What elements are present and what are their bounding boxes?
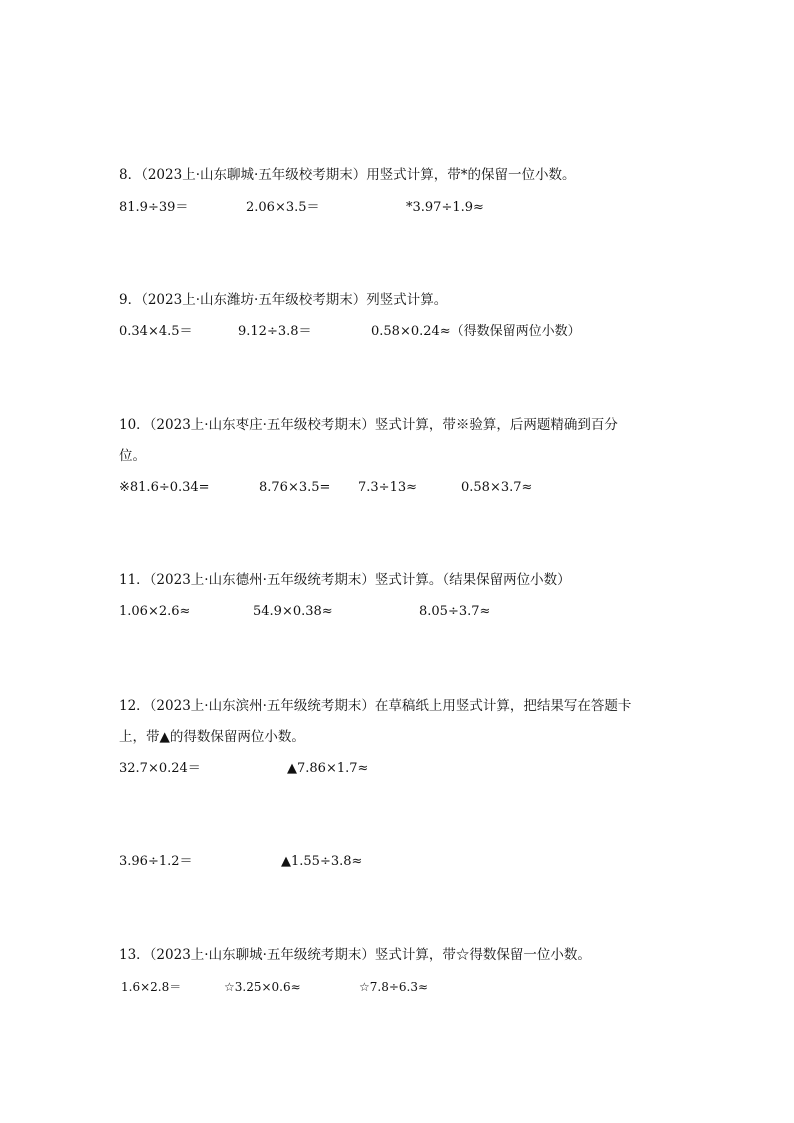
problem-8-expr-1: 81.9÷39＝ [119,200,189,215]
problem-12-heading-line-1: 12．（2023上·山东滨州·五年级统考期末）在草稿纸上用竖式计算，把结果写在答题卡 [119,698,632,714]
problem-9-expr-3: 0.58×0.24≈（得数保留两位小数） [371,324,581,339]
problem-12-heading-line-2: 上，带▲的得数保留两位小数。 [119,729,305,745]
problem-11-expr-2: 54.9×0.38≈ [253,604,333,619]
problem-10-expr-3: 7.3÷13≈ [358,480,418,495]
problem-11-expr-1: 1.06×2.6≈ [119,604,191,619]
problem-9-expr-1: 0.34×4.5＝ [119,324,193,339]
problem-9-heading: 9．（2023上·山东潍坊·五年级校考期末）列竖式计算。 [119,292,448,308]
problem-13-heading: 13．（2023上·山东聊城·五年级统考期末）竖式计算，带☆得数保留一位小数。 [119,947,591,963]
problem-10-heading-line-2: 位。 [119,448,146,464]
problem-10-expr-1: ※81.6÷0.34= [119,480,210,495]
problem-11-expr-3: 8.05÷3.7≈ [419,604,491,619]
problem-12-expr-1: 32.7×0.24＝ [119,761,201,776]
problem-12-expr-3: 3.96÷1.2＝ [119,854,193,869]
problem-8-heading: 8．（2023上·山东聊城·五年级校考期末）用竖式计算，带*的保留一位小数。 [119,167,576,183]
problem-8-expr-2: 2.06×3.5＝ [246,200,320,215]
problem-13-expr-2: ☆3.25×0.6≈ [224,980,301,994]
problem-10-expr-2: 8.76×3.5= [259,480,331,495]
problem-11-heading: 11．（2023上·山东德州·五年级统考期末）竖式计算。（结果保留两位小数） [119,572,571,588]
problem-13-expr-1: 1.6×2.8＝ [121,980,182,994]
problem-10-expr-4: 0.58×3.7≈ [461,480,533,495]
problem-12-expr-4: ▲1.55÷3.8≈ [281,854,363,869]
problem-9-expr-2: 9.12÷3.8＝ [238,324,312,339]
problem-8-expr-3: *3.97÷1.9≈ [406,200,484,215]
problem-12-expr-2: ▲7.86×1.7≈ [287,761,369,776]
problem-10-heading-line-1: 10．（2023上·山东枣庄·五年级校考期末）竖式计算，带※验算，后两题精确到百分 [119,417,618,433]
problem-13-expr-3: ☆7.8÷6.3≈ [359,980,429,994]
